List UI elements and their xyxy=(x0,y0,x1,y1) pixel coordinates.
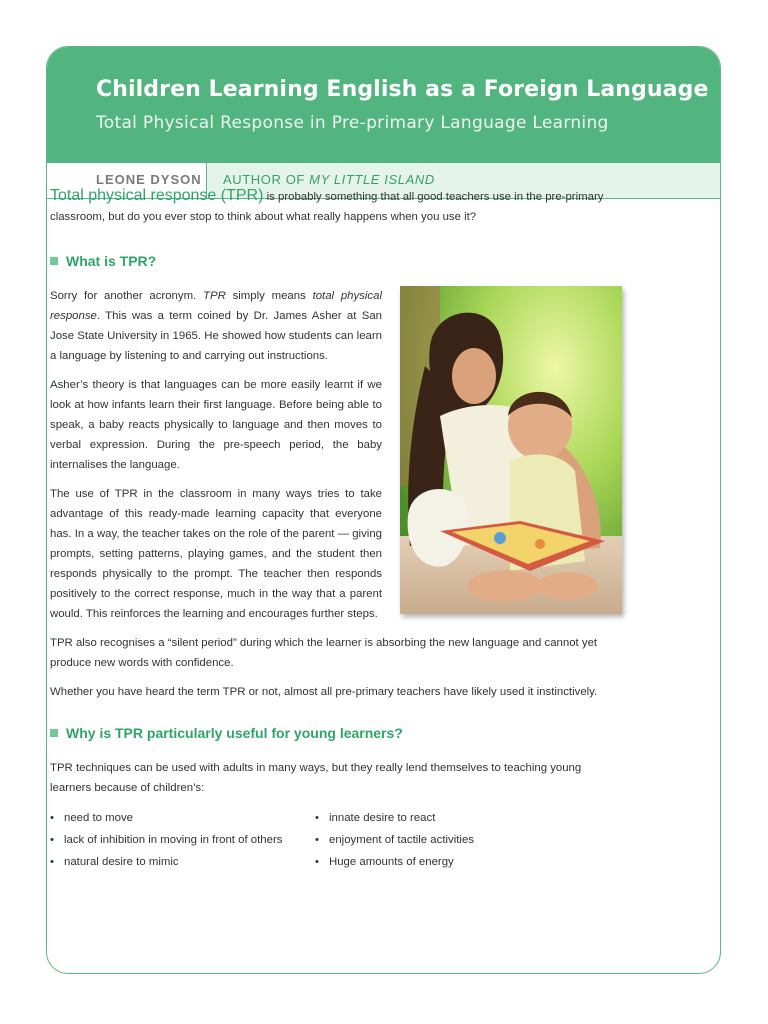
list-item: • innate desire to react xyxy=(315,812,436,824)
list-item: • lack of inhibition in moving in front of others xyxy=(50,834,283,846)
paragraph: Asher’s theory is that languages can be more easily learnt if we look at how infants learn their first language. Before being able to speak, a baby reacts physically to language and then moves to verbal expression. During the pre-speech period, the baby internalises the language. xyxy=(50,379,382,471)
author-name: LEONE DYSON xyxy=(47,163,207,198)
square-bullet-icon xyxy=(50,257,58,265)
paragraph: TPR also recognises a “silent period” during which the learner is absorbing the new language and cannot yet produce new words with confidence. xyxy=(50,637,598,669)
paragraph: TPR techniques can be used with adults in many ways, but they really lend themselves to teaching young learners because of children’s: xyxy=(50,762,582,794)
intro-text: is probably something that all good teachers use in the pre-primary classroom, but do you ever stop to think about what really happens when you use it? xyxy=(50,191,604,223)
page-subtitle: Total Physical Response in Pre-primary Language Learning xyxy=(96,113,609,133)
list-item: • natural desire to mimic xyxy=(50,856,179,868)
bullet-list xyxy=(50,808,625,872)
list-item: • enjoyment of tactile activities xyxy=(315,834,474,846)
intro-lead: Total physical response (TPR) xyxy=(50,187,264,204)
section-what-is-tpr xyxy=(50,286,625,624)
paragraph: The use of TPR in the classroom in many ways tries to take advantage of this ready-made learning capacity that everyone has. In a way, the teacher takes on the role of the parent — giving prompts, setting patterns, playing games, and the student then responds physically to the prompt. The teacher then responds positively to the correct response, much in the way that a parent would. This reinforces the learning and encourages further steps. xyxy=(50,488,382,620)
section-heading-why-tpr: Why is TPR particularly useful for young learners? xyxy=(50,723,625,743)
paragraph: Sorry for another acronym. TPR simply means total physical response. This was a term coined by Dr. James Asher at San Jose State University in 1965. He showed how students can learn a language by listening to and carrying out instructions. xyxy=(50,290,382,362)
article-body xyxy=(50,186,625,872)
list-item: • Huge amounts of energy xyxy=(315,856,454,868)
header-banner xyxy=(47,47,720,163)
mother-child-reading-photo xyxy=(400,286,622,614)
photo-illustration xyxy=(400,286,622,614)
list-item: • need to move xyxy=(50,812,134,824)
author-book-title: MY LITTLE ISLAND xyxy=(309,172,435,187)
section-heading-what-is-tpr: What is TPR? xyxy=(50,251,625,271)
author-credit-prefix: AUTHOR OF xyxy=(223,172,305,187)
paragraph: Whether you have heard the term TPR or not, almost all pre-primary teachers have likely used it instinctively. xyxy=(50,686,598,698)
intro-paragraph xyxy=(50,186,625,227)
tpr-text-column xyxy=(50,286,382,624)
square-bullet-icon xyxy=(50,729,58,737)
page-title: Children Learning English as a Foreign Language xyxy=(96,77,709,102)
